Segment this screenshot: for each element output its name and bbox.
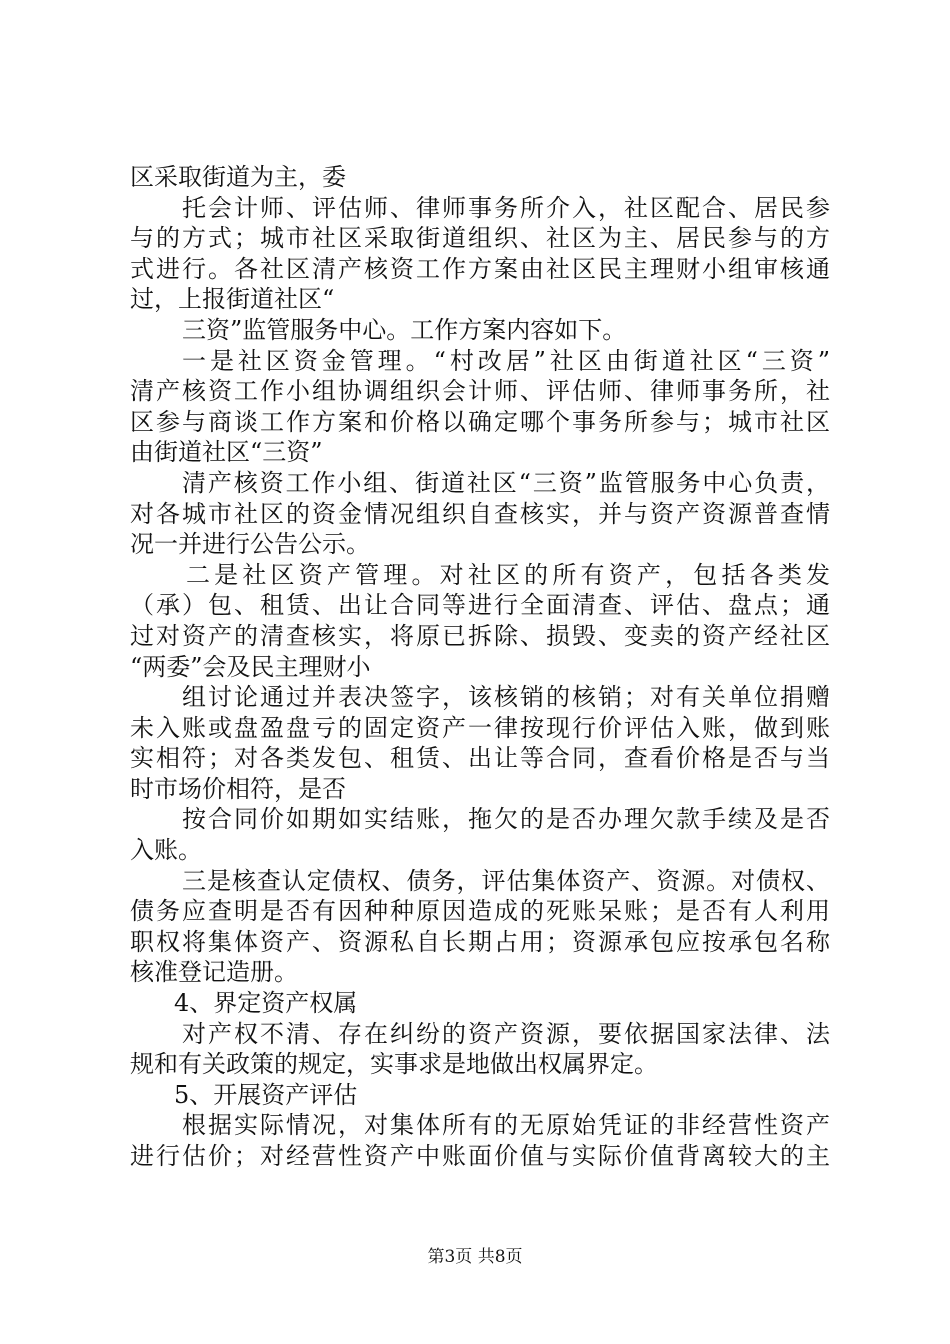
text-line: 一是社区资金管理。“村改居”社区由街道社区“三资” <box>182 346 830 375</box>
text-line: 式进行。各社区清产核资工作方案由社区民主理财小组审核通 <box>130 254 830 283</box>
section-heading: 4、界定资产权属 <box>174 989 358 1018</box>
text-line: 由街道社区“三资” <box>130 438 323 467</box>
text-line: 况一并进行公告公示。 <box>130 530 370 559</box>
text-line: （承）包、租赁、出让合同等进行全面清查、评估、盘点；通 <box>130 591 830 620</box>
text-line: 清产核资工作小组协调组织会计师、评估师、律师事务所，社 <box>130 377 830 406</box>
section-heading: 5、开展资产评估 <box>174 1080 358 1109</box>
text-line: 进行估价；对经营性资产中账面价值与实际价值背离较大的主 <box>130 1142 830 1170</box>
text-line: 过对资产的清查核实，将原已拆除、损毁、变卖的资产经社区 <box>130 621 830 650</box>
text-line: 根据实际情况，对集体所有的无原始凭证的非经营性资产 <box>182 1111 830 1140</box>
text-line: 未入账或盘盈盘亏的固定资产一律按现行价评估入账，做到账 <box>130 713 830 742</box>
text-line: “两委”会及民主理财小 <box>130 652 371 681</box>
text-line: 对各城市社区的资金情况组织自查核实，并与资产资源普查情 <box>130 499 830 528</box>
text-line: 职权将集体资产、资源私自长期占用；资源承包应按承包名称 <box>130 927 830 956</box>
text-line: 组讨论通过并表决签字，该核销的核销；对有关单位捐赠 <box>182 683 830 712</box>
text-line: 时市场价相符，是否 <box>130 774 346 803</box>
text-line: 核准登记造册。 <box>130 958 298 987</box>
text-line: 过，上报街道社区“ <box>130 285 335 314</box>
text-line: 按合同价如期如实结账，拖欠的是否办理欠款手续及是否 <box>182 805 830 834</box>
text-line: 托会计师、评估师、律师事务所介入，社区配合、居民参 <box>182 193 830 222</box>
document-body <box>130 162 830 1172</box>
text-line: 入账。 <box>130 836 202 865</box>
text-line: 区参与商谈工作方案和价格以确定哪个事务所参与；城市社区 <box>130 407 830 436</box>
text-line: 对产权不清、存在纠纷的资产资源，要依据国家法律、法 <box>182 1019 830 1048</box>
text-line: 三资”监管服务中心。工作方案内容如下。 <box>182 315 627 344</box>
text-line: 二是社区资产管理。对社区的所有资产，包括各类发 <box>186 560 830 589</box>
text-line: 规和有关政策的规定，实事求是地做出权属界定。 <box>130 1050 658 1079</box>
text-line: 清产核资工作小组、街道社区“三资”监管服务中心负责， <box>182 468 830 497</box>
text-line: 与的方式；城市社区采取街道组织、社区为主、居民参与的方 <box>130 224 830 253</box>
text-line: 债务应查明是否有因种种原因造成的死账呆账；是否有人利用 <box>130 897 830 926</box>
text-line: 实相符；对各类发包、租赁、出让等合同，查看价格是否与当 <box>130 744 830 773</box>
text-line: 区采取街道为主，委 <box>130 163 346 191</box>
page-number-footer: 第3页 共8页 <box>427 1247 523 1267</box>
text-line: 三是核查认定债权、债务，评估集体资产、资源。对债权、 <box>182 866 830 895</box>
